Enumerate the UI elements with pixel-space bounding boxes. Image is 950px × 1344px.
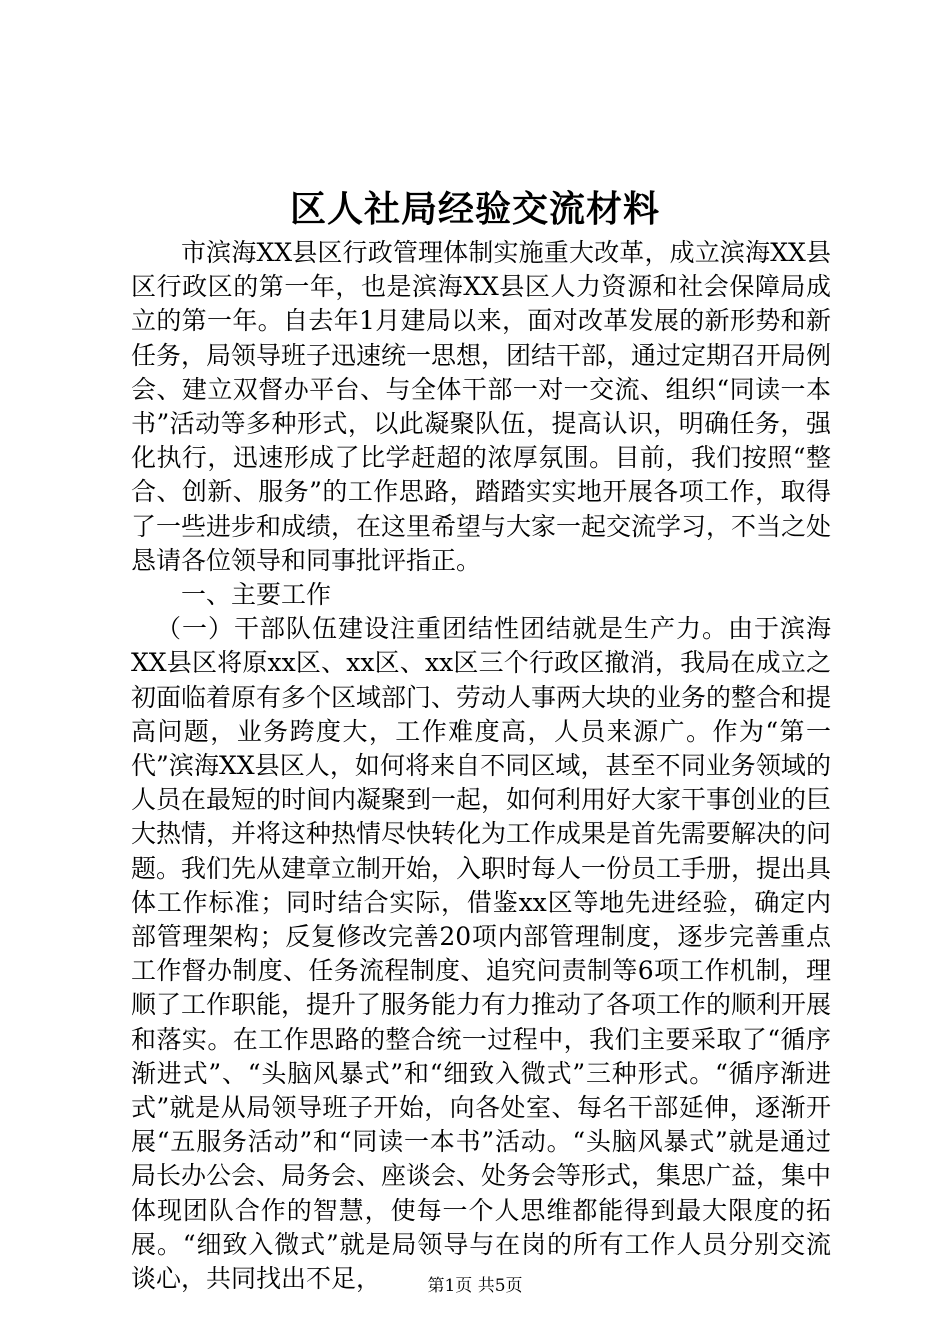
section-heading-main-work: 一、主要工作 <box>181 580 332 610</box>
body-paragraph-cadre-team: （一）干部队伍建设注重团结性团结就是生产力。由于滨海XX县区将原xx区、xx区、xx区三个行政区撤消，我局在成立之初面临着原有多个区域部门、劳动人事两大块的业务的整合和提高问题，业务跨度大，工作难度高，人员来源广。作为“第一代”滨海XX县区人，如何将来自不同区域，甚至不同业务领域的人员在最短的时间内凝聚到一起，如何利用好大家干事创业的巨大热情，并将这种热情尽快转化为工作成果是首先需要解决的问题。我们先从建章立制开始，入职时每人一份员工手册，提出具体工作标准；同时结合实际，借鉴xx区等地先进经验，确定内部管理架构；反复修改完善20项内部管理制度，逐步完善重点工作督办制度、任务流程制度、追究问责制等6项工作机制，理顺了工作职能，提升了服务能力有力推动了各项工作的顺利开展和落实。在工作思路的整合统一过程中，我们主要采取了“循序渐进式”、“头脑风暴式”和“细致入微式”三种形式。“循序渐进式”就是从局领导班子开始，向各处室、每名干部延伸，逐渐开展“五服务活动”和“同读一本书”活动。“头脑风暴式”就是通过局长办公会、局务会、座谈会、处务会等形式，集思广益，集中体现团队合作的智慧，使每一个人思维都能得到最大限度的拓展。“细致入微式”就是局领导与在岗的所有工作人员分别交流谈心，共同找出不足， <box>131 614 832 1294</box>
document-body <box>131 236 831 1296</box>
document-title: 区人社局经验交流材料 <box>289 188 660 230</box>
page-number: 第1页 共5页 <box>427 1276 523 1296</box>
body-paragraph-intro: 市滨海XX县区行政管理体制实施重大改革，成立滨海XX县区行政区的第一年，也是滨海XX县区人力资源和社会保障局成立的第一年。自去年1月建局以来，面对改革发展的新形势和新任务，局领导班子迅速统一思想，团结干部，通过定期召开局例会、建立双督办平台、与全体干部一对一交流、组织“同读一本书”活动等多种形式，以此凝聚队伍，提高认识，明确任务，强化执行，迅速形成了比学赶超的浓厚氛围。目前，我们按照“整合、创新、服务”的工作思路，踏踏实实地开展各项工作，取得了一些进步和成绩，在这里希望与大家一起交流学习，不当之处恳请各位领导和同事批评指正。 <box>131 238 832 575</box>
